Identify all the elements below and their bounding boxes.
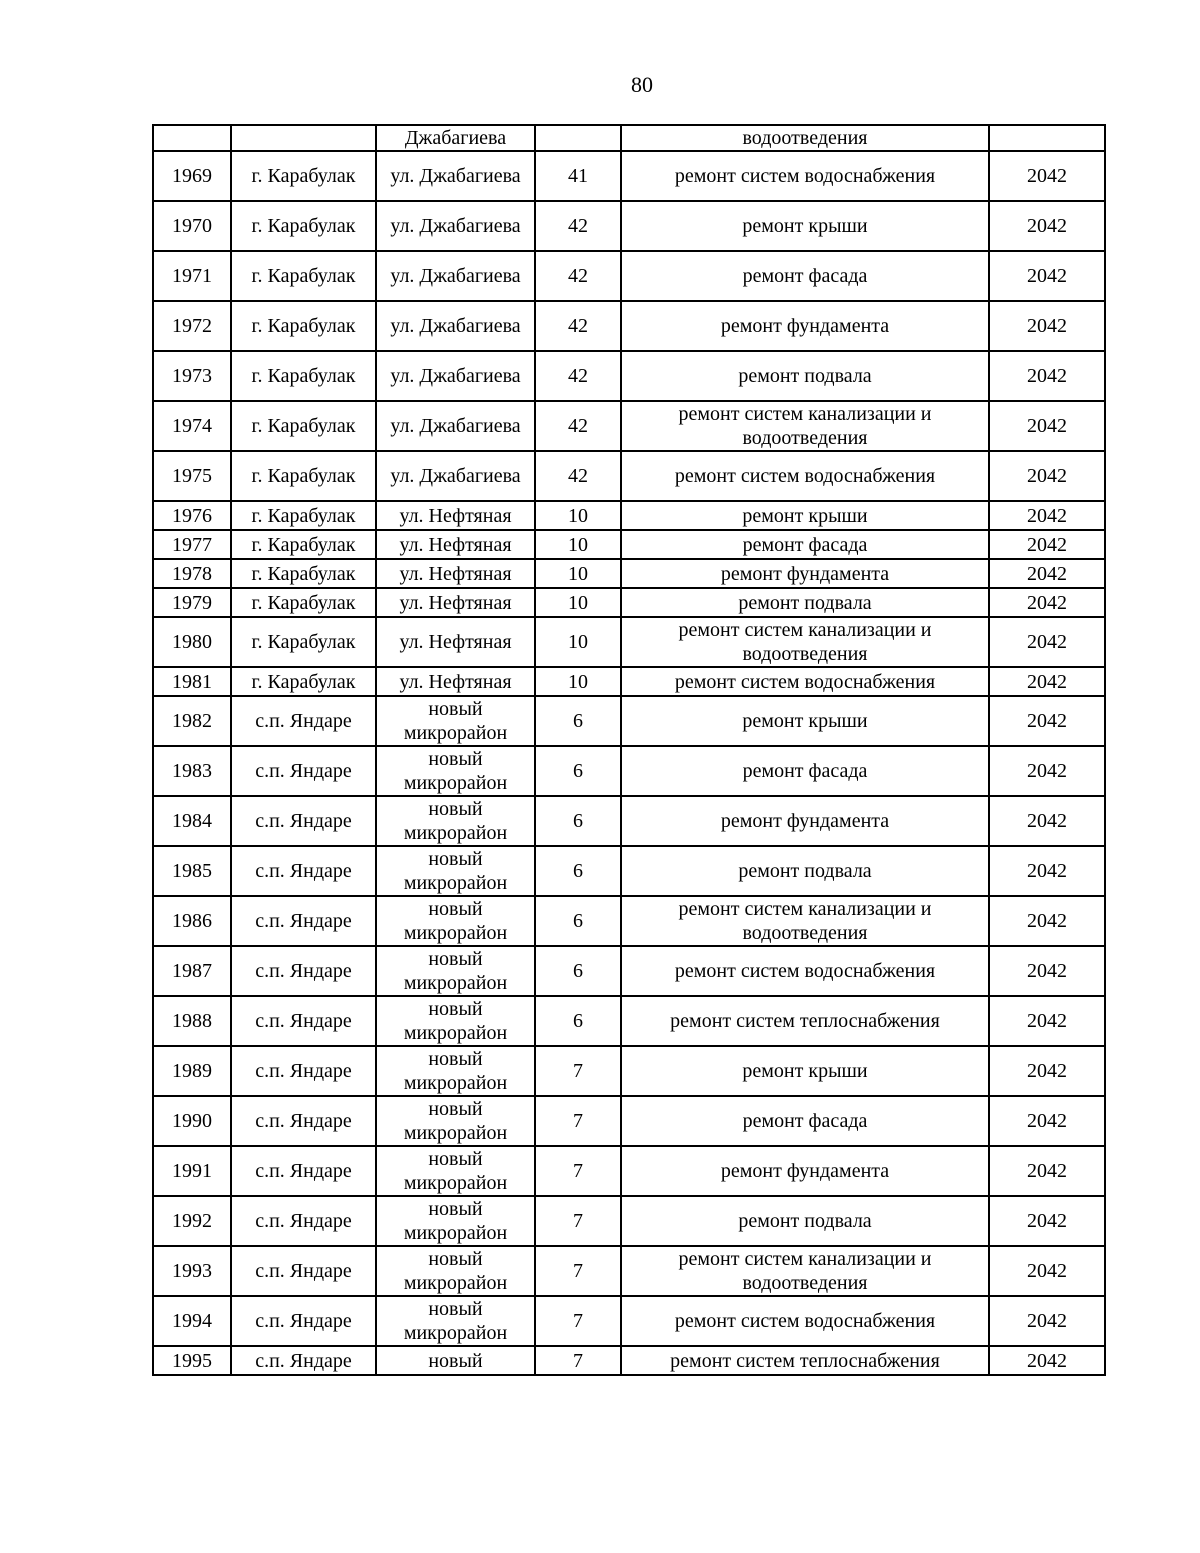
row-number-cell: 1993 <box>153 1246 231 1296</box>
street-cell: новый микрорайон <box>376 696 535 746</box>
year-cell: 2042 <box>989 1096 1105 1146</box>
table-row <box>153 1146 1105 1196</box>
house-number-cell: 42 <box>535 301 621 351</box>
house-number-cell: 6 <box>535 746 621 796</box>
year-cell: 2042 <box>989 996 1105 1046</box>
work-type-cell: ремонт фундамента <box>621 1146 989 1196</box>
street-cell: ул. Нефтяная <box>376 501 535 530</box>
table-row <box>153 696 1105 746</box>
row-number-cell: 1971 <box>153 251 231 301</box>
year-cell: 2042 <box>989 746 1105 796</box>
work-type-cell: ремонт систем канализации и водоотведения <box>621 896 989 946</box>
locality-cell: г. Карабулак <box>231 667 376 696</box>
work-type-cell: ремонт систем теплоснабжения <box>621 996 989 1046</box>
locality-cell: г. Карабулак <box>231 251 376 301</box>
street-cell: ул. Джабагиева <box>376 151 535 201</box>
work-type-cell: ремонт подвала <box>621 846 989 896</box>
locality-cell: г. Карабулак <box>231 351 376 401</box>
row-number-cell: 1987 <box>153 946 231 996</box>
locality-cell: с.п. Яндаре <box>231 896 376 946</box>
row-number-cell: 1981 <box>153 667 231 696</box>
house-number-cell: 42 <box>535 201 621 251</box>
year-cell: 2042 <box>989 617 1105 667</box>
table-row <box>153 1346 1105 1375</box>
house-number-cell: 10 <box>535 530 621 559</box>
house-number-cell: 7 <box>535 1246 621 1296</box>
year-cell: 2042 <box>989 846 1105 896</box>
table-row <box>153 1096 1105 1146</box>
work-type-cell: ремонт подвала <box>621 1196 989 1246</box>
street-cell: ул. Нефтяная <box>376 617 535 667</box>
year-cell: 2042 <box>989 501 1105 530</box>
street-cell: ул. Джабагиева <box>376 401 535 451</box>
house-number-cell: 7 <box>535 1196 621 1246</box>
work-type-cell: ремонт систем водоснабжения <box>621 667 989 696</box>
house-number-cell: 10 <box>535 501 621 530</box>
row-number-cell: 1995 <box>153 1346 231 1375</box>
work-type-cell: ремонт фундамента <box>621 301 989 351</box>
house-number-cell: 6 <box>535 896 621 946</box>
year-cell: 2042 <box>989 451 1105 501</box>
row-number-cell: 1985 <box>153 846 231 896</box>
row-number-cell: 1972 <box>153 301 231 351</box>
locality-cell: с.п. Яндаре <box>231 696 376 746</box>
work-type-cell: ремонт фасада <box>621 1096 989 1146</box>
year-cell: 2042 <box>989 696 1105 746</box>
year-cell: 2042 <box>989 251 1105 301</box>
locality-cell: г. Карабулак <box>231 201 376 251</box>
street-cell: новый микрорайон <box>376 746 535 796</box>
year-cell: 2042 <box>989 1196 1105 1246</box>
locality-cell: г. Карабулак <box>231 151 376 201</box>
street-cell: ул. Нефтяная <box>376 588 535 617</box>
house-number-cell: 10 <box>535 667 621 696</box>
street-cell: новый микрорайон <box>376 1196 535 1246</box>
locality-cell: с.п. Яндаре <box>231 746 376 796</box>
table-body <box>153 125 1105 1375</box>
house-number-cell: 42 <box>535 351 621 401</box>
table-row <box>153 588 1105 617</box>
house-number-cell: 42 <box>535 451 621 501</box>
street-cell: новый микрорайон <box>376 896 535 946</box>
year-cell: 2042 <box>989 559 1105 588</box>
year-cell: 2042 <box>989 946 1105 996</box>
year-cell <box>989 125 1105 151</box>
locality-cell: г. Карабулак <box>231 588 376 617</box>
table-row <box>153 301 1105 351</box>
table-row <box>153 251 1105 301</box>
work-type-cell: ремонт крыши <box>621 501 989 530</box>
work-type-cell: ремонт систем канализации и водоотведения <box>621 401 989 451</box>
locality-cell: с.п. Яндаре <box>231 1246 376 1296</box>
house-number-cell: 10 <box>535 617 621 667</box>
house-number-cell: 6 <box>535 996 621 1046</box>
row-number-cell: 1974 <box>153 401 231 451</box>
year-cell: 2042 <box>989 588 1105 617</box>
house-number-cell: 6 <box>535 696 621 746</box>
year-cell: 2042 <box>989 530 1105 559</box>
locality-cell <box>231 125 376 151</box>
row-number-cell: 1969 <box>153 151 231 201</box>
table-row <box>153 559 1105 588</box>
house-number-cell: 6 <box>535 846 621 896</box>
table-row <box>153 151 1105 201</box>
house-number-cell: 42 <box>535 401 621 451</box>
work-type-cell: ремонт крыши <box>621 1046 989 1096</box>
street-cell: Джабагиева <box>376 125 535 151</box>
year-cell: 2042 <box>989 667 1105 696</box>
year-cell: 2042 <box>989 1296 1105 1346</box>
year-cell: 2042 <box>989 1246 1105 1296</box>
row-number-cell: 1970 <box>153 201 231 251</box>
locality-cell: г. Карабулак <box>231 501 376 530</box>
year-cell: 2042 <box>989 201 1105 251</box>
table-row <box>153 667 1105 696</box>
work-type-cell: ремонт систем водоснабжения <box>621 946 989 996</box>
table-row <box>153 501 1105 530</box>
locality-cell: с.п. Яндаре <box>231 1346 376 1375</box>
row-number-cell: 1991 <box>153 1146 231 1196</box>
table-row <box>153 846 1105 896</box>
street-cell: ул. Нефтяная <box>376 530 535 559</box>
year-cell: 2042 <box>989 796 1105 846</box>
year-cell: 2042 <box>989 1046 1105 1096</box>
work-type-cell: ремонт крыши <box>621 201 989 251</box>
locality-cell: с.п. Яндаре <box>231 996 376 1046</box>
row-number-cell: 1988 <box>153 996 231 1046</box>
locality-cell: с.п. Яндаре <box>231 946 376 996</box>
street-cell: ул. Нефтяная <box>376 667 535 696</box>
row-number-cell: 1973 <box>153 351 231 401</box>
locality-cell: г. Карабулак <box>231 559 376 588</box>
row-number-cell: 1975 <box>153 451 231 501</box>
work-type-cell: ремонт фасада <box>621 746 989 796</box>
house-number-cell: 7 <box>535 1346 621 1375</box>
year-cell: 2042 <box>989 301 1105 351</box>
year-cell: 2042 <box>989 151 1105 201</box>
page-number: 80 <box>631 72 653 97</box>
street-cell: новый микрорайон <box>376 846 535 896</box>
street-cell: новый микрорайон <box>376 1146 535 1196</box>
year-cell: 2042 <box>989 896 1105 946</box>
street-cell: ул. Джабагиева <box>376 351 535 401</box>
work-type-cell: водоотведения <box>621 125 989 151</box>
locality-cell: г. Карабулак <box>231 401 376 451</box>
work-type-cell: ремонт фасада <box>621 251 989 301</box>
house-number-cell: 6 <box>535 946 621 996</box>
locality-cell: г. Карабулак <box>231 530 376 559</box>
row-number-cell: 1994 <box>153 1296 231 1346</box>
locality-cell: с.п. Яндаре <box>231 1046 376 1096</box>
row-number-cell: 1990 <box>153 1096 231 1146</box>
house-number-cell: 7 <box>535 1096 621 1146</box>
locality-cell: г. Карабулак <box>231 301 376 351</box>
work-type-cell: ремонт систем теплоснабжения <box>621 1346 989 1375</box>
street-cell: ул. Джабагиева <box>376 451 535 501</box>
repair-schedule-table <box>152 124 1106 1376</box>
locality-cell: с.п. Яндаре <box>231 796 376 846</box>
house-number-cell: 10 <box>535 559 621 588</box>
street-cell: новый микрорайон <box>376 1296 535 1346</box>
table-row <box>153 796 1105 846</box>
work-type-cell: ремонт подвала <box>621 588 989 617</box>
row-number-cell: 1977 <box>153 530 231 559</box>
row-number-cell: 1982 <box>153 696 231 746</box>
work-type-cell: ремонт фундамента <box>621 796 989 846</box>
street-cell: ул. Нефтяная <box>376 559 535 588</box>
street-cell: ул. Джабагиева <box>376 201 535 251</box>
street-cell: новый микрорайон <box>376 1096 535 1146</box>
table-row <box>153 996 1105 1046</box>
street-cell: новый микрорайон <box>376 996 535 1046</box>
street-cell: ул. Джабагиева <box>376 251 535 301</box>
work-type-cell: ремонт фасада <box>621 530 989 559</box>
street-cell: новый микрорайон <box>376 1246 535 1296</box>
row-number-cell: 1986 <box>153 896 231 946</box>
table-row <box>153 1296 1105 1346</box>
table-row <box>153 201 1105 251</box>
house-number-cell <box>535 125 621 151</box>
work-type-cell: ремонт крыши <box>621 696 989 746</box>
year-cell: 2042 <box>989 351 1105 401</box>
table-row <box>153 451 1105 501</box>
street-cell: новый микрорайон <box>376 946 535 996</box>
house-number-cell: 42 <box>535 251 621 301</box>
row-number-cell: 1992 <box>153 1196 231 1246</box>
row-number-cell <box>153 125 231 151</box>
table-row <box>153 617 1105 667</box>
locality-cell: с.п. Яндаре <box>231 1296 376 1346</box>
row-number-cell: 1976 <box>153 501 231 530</box>
house-number-cell: 7 <box>535 1146 621 1196</box>
table-row <box>153 125 1105 151</box>
work-type-cell: ремонт подвала <box>621 351 989 401</box>
house-number-cell: 10 <box>535 588 621 617</box>
locality-cell: с.п. Яндаре <box>231 846 376 896</box>
locality-cell: с.п. Яндаре <box>231 1196 376 1246</box>
table-row <box>153 946 1105 996</box>
work-type-cell: ремонт фундамента <box>621 559 989 588</box>
table-row <box>153 530 1105 559</box>
house-number-cell: 6 <box>535 796 621 846</box>
house-number-cell: 41 <box>535 151 621 201</box>
row-number-cell: 1979 <box>153 588 231 617</box>
row-number-cell: 1984 <box>153 796 231 846</box>
house-number-cell: 7 <box>535 1296 621 1346</box>
work-type-cell: ремонт систем канализации и водоотведения <box>621 617 989 667</box>
table-row <box>153 1246 1105 1296</box>
table-row <box>153 1196 1105 1246</box>
row-number-cell: 1978 <box>153 559 231 588</box>
row-number-cell: 1980 <box>153 617 231 667</box>
work-type-cell: ремонт систем водоснабжения <box>621 451 989 501</box>
year-cell: 2042 <box>989 401 1105 451</box>
locality-cell: г. Карабулак <box>231 451 376 501</box>
work-type-cell: ремонт систем канализации и водоотведения <box>621 1246 989 1296</box>
row-number-cell: 1983 <box>153 746 231 796</box>
row-number-cell: 1989 <box>153 1046 231 1096</box>
table-row <box>153 401 1105 451</box>
locality-cell: г. Карабулак <box>231 617 376 667</box>
table-row <box>153 1046 1105 1096</box>
locality-cell: с.п. Яндаре <box>231 1096 376 1146</box>
street-cell: ул. Джабагиева <box>376 301 535 351</box>
street-cell: новый микрорайон <box>376 796 535 846</box>
work-type-cell: ремонт систем водоснабжения <box>621 151 989 201</box>
street-cell: новый микрорайон <box>376 1046 535 1096</box>
house-number-cell: 7 <box>535 1046 621 1096</box>
table-row <box>153 896 1105 946</box>
locality-cell: с.п. Яндаре <box>231 1146 376 1196</box>
table-row <box>153 746 1105 796</box>
table-row <box>153 351 1105 401</box>
year-cell: 2042 <box>989 1346 1105 1375</box>
work-type-cell: ремонт систем водоснабжения <box>621 1296 989 1346</box>
year-cell: 2042 <box>989 1146 1105 1196</box>
street-cell: новый <box>376 1346 535 1375</box>
